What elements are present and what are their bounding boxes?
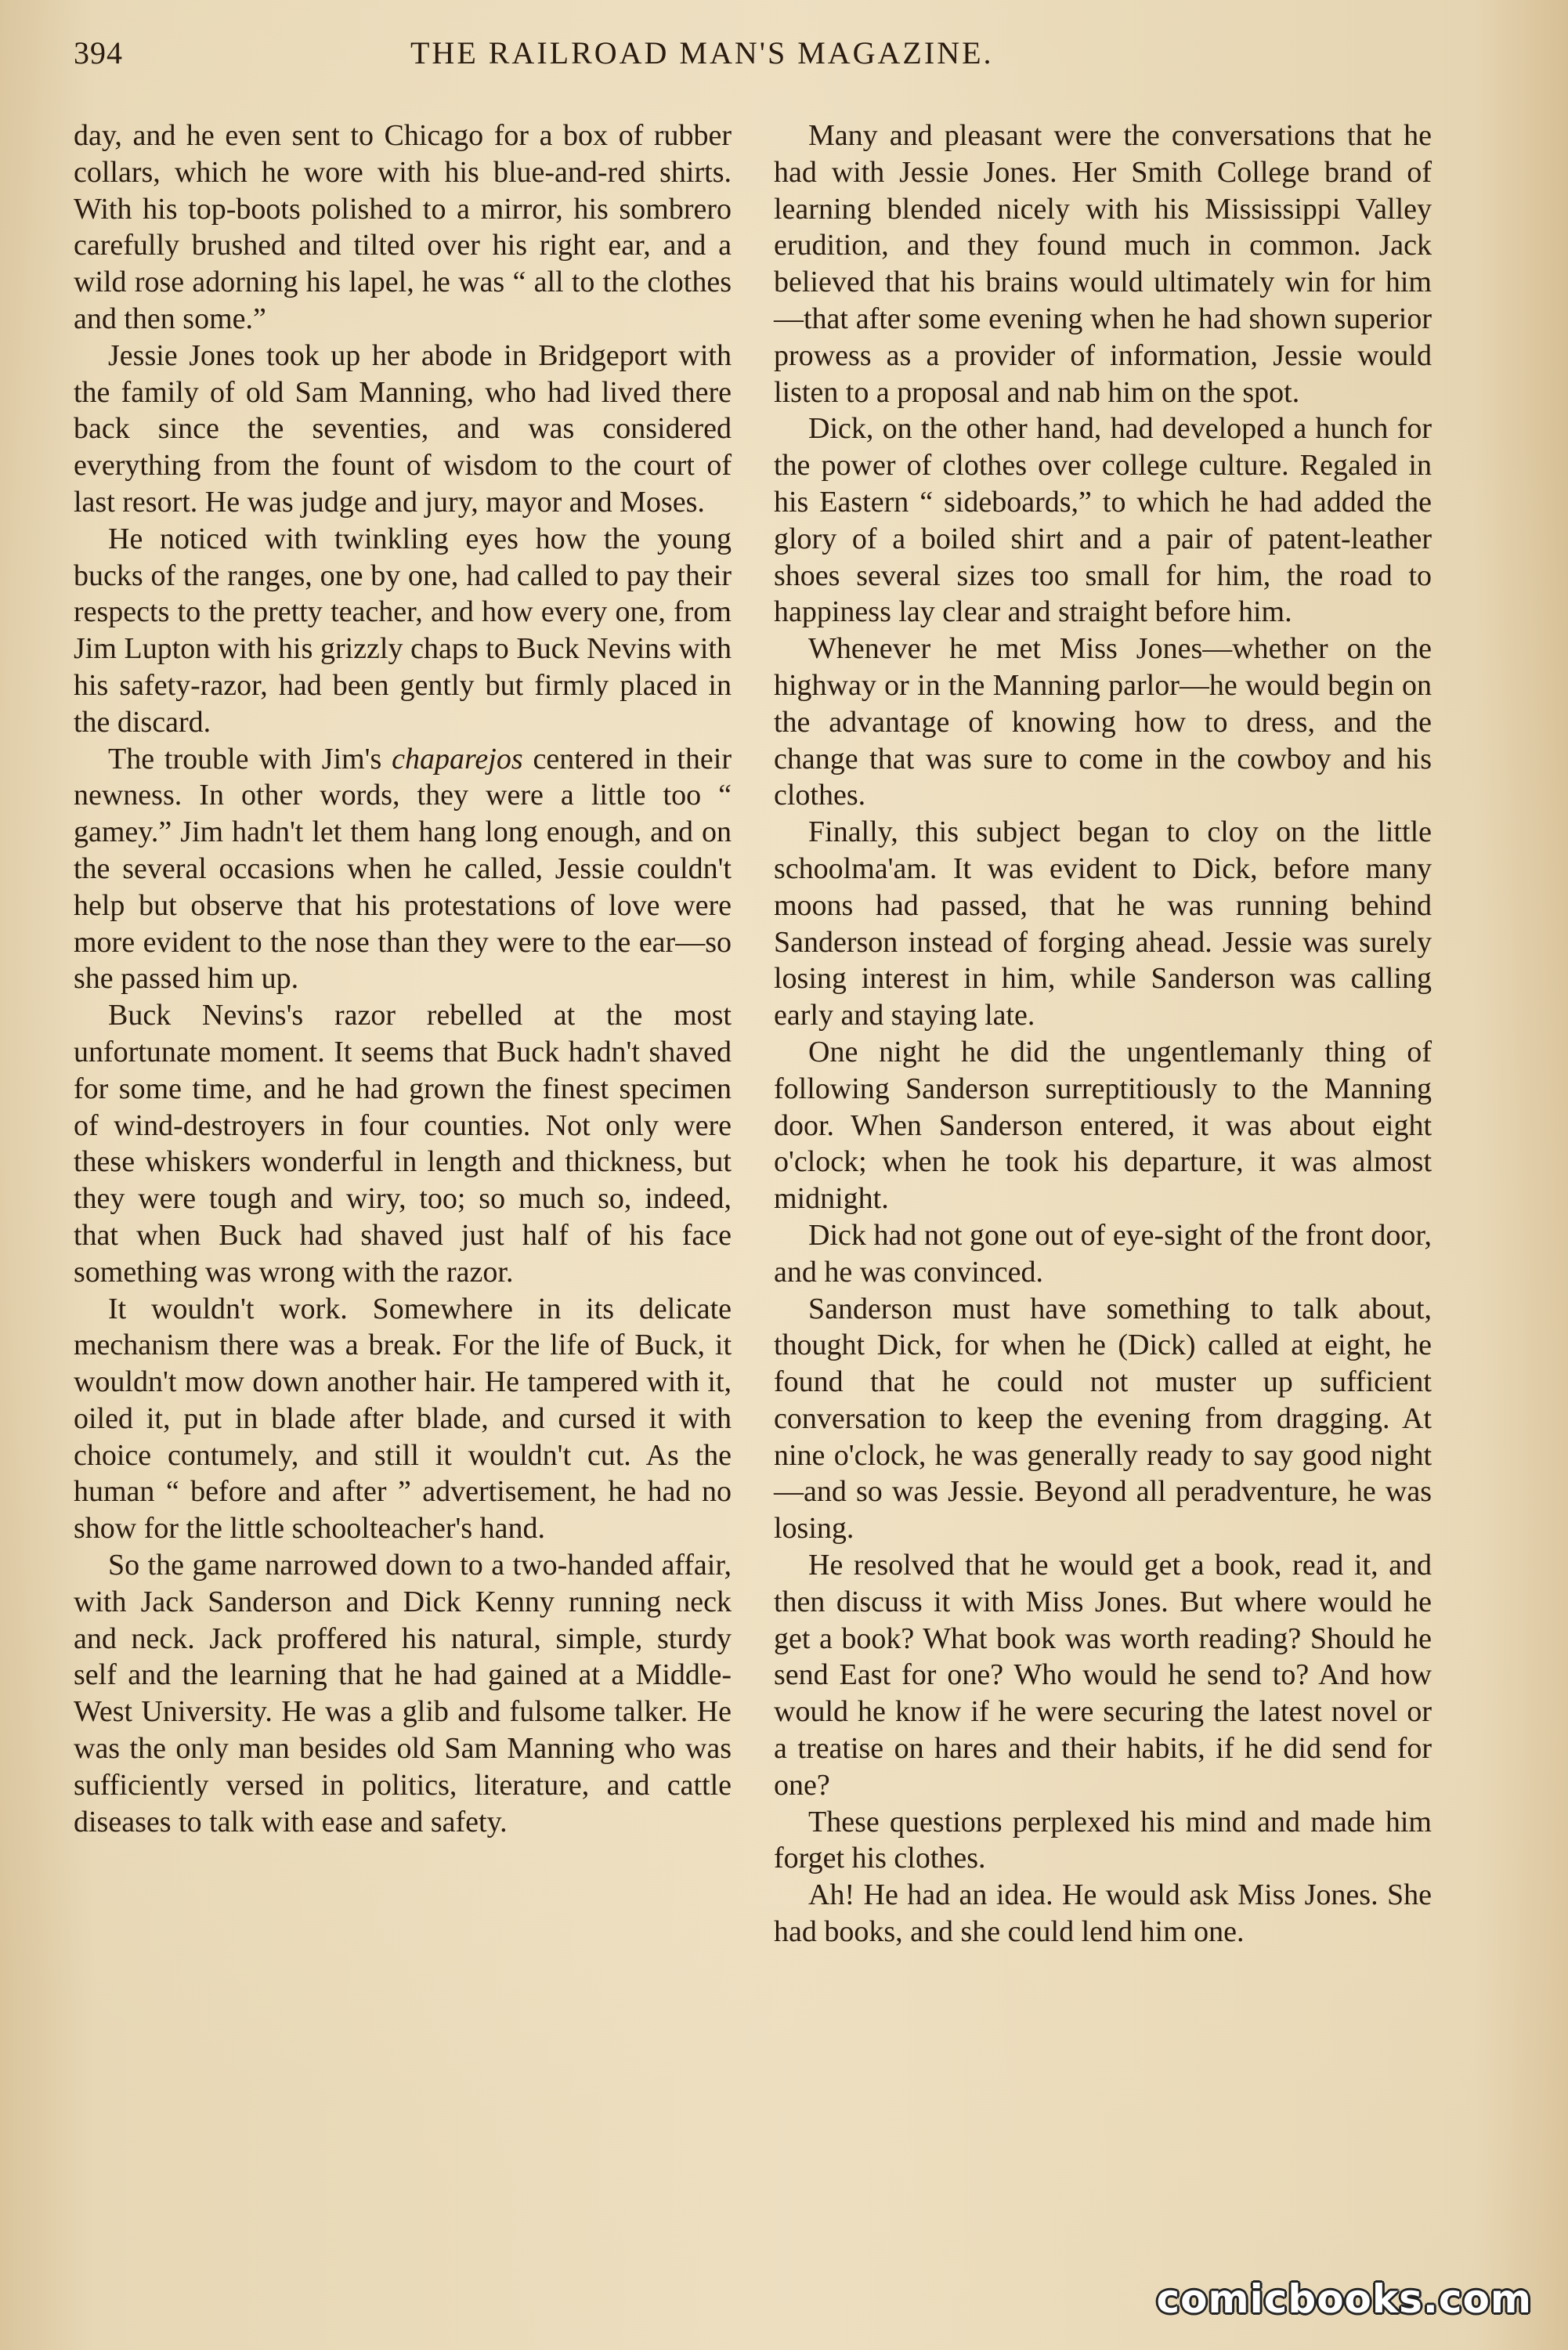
paragraph: So the game narrowed down to a two-handed affair, with Jack Sanderson and Dick Kenny running neck and neck. Jack proffered his natural, simple, sturdy self and the learning that he had gained at a Middle-West University. He was a glib and fulsome talker. He was the only man besides old Sam Manning who was sufficiently versed in politics, literature, and cattle diseases to talk with ease and safety. [74, 1549, 732, 1838]
right-column [774, 118, 1432, 1950]
paragraph: Whenever he met Miss Jones—whether on the highway or in the Manning parlor—he would begin on the advantage of knowing how to dress, and the change that was sure to come in the cowboy and his clothes. [774, 632, 1432, 812]
paragraph: Dick had not gone out of eye-sight of the front door, and he was convinced. [774, 1218, 1432, 1289]
paragraph: Ah! He had an idea. He would ask Miss Jones. She had books, and she could lend him one. [774, 1878, 1432, 1949]
paragraph: He noticed with twinkling eyes how the young bucks of the ranges, one by one, had called to pay their respects to the pretty teacher, and how every one, from Jim Lupton with his grizzly chaps to Buck Nevins with his safety-razor, had been gently but firmly placed in the discard. [74, 522, 732, 739]
paragraph: It wouldn't work. Somewhere in its delicate mechanism there was a break. For the life of Buck, it wouldn't mow down another hair. He tampered with it, oiled it, put in blade after blade, and cursed it with choice contumely, and still it wouldn't cut. As the human “ before and after ” advertisement, he had no show for the little schoolteacher's hand. [74, 1292, 732, 1546]
paragraph: These questions perplexed his mind and made him forget his clothes. [774, 1805, 1432, 1875]
paragraph: The trouble with Jim's chaparejos centered in their newness. In other words, they were a little too “ gamey.” Jim hadn't let them hang long enough, and on the several occasions when he called, Jessie couldn't help but observe that his protestations of love were more evident to the nose than they were to the ear—so she passed him up. [74, 742, 732, 996]
watermark-logo: comicbooks.com [1156, 2276, 1532, 2322]
paragraph: He resolved that he would get a book, read it, and then discuss it with Miss Jones. But where would he get a book? What book was worth reading? Should he send East for one? Who would he send to? And how would he know if he were securing the latest novel or a treatise on hares and their habits, if he did send for one? [774, 1549, 1432, 1802]
page-header [74, 34, 1429, 81]
paragraph: Buck Nevins's razor rebelled at the most unfortunate moment. It seems that Buck hadn't shaved for some time, and he had grown the finest specimen of wind-destroyers in four counties. Not only were these whiskers wonderful in length and thickness, but they were tough and wiry, too; so much so, indeed, that when Buck had shaved just half of his face something was wrong with the razor. [74, 999, 732, 1289]
paragraph: Jessie Jones took up her abode in Bridgeport with the family of old Sam Manning, who had lived there back since the seventies, and was considered everything from the fount of wisdom to the court of last resort. He was judge and jury, mayor and Moses. [74, 338, 732, 519]
paragraph: Many and pleasant were the conversations that he had with Jessie Jones. Her Smith College brand of learning blended nicely with his Mississippi Valley erudition, and they found much in common. Jack believed that his brains would ultimately win for him—that after some evening when he had shown superior prowess as a provider of information, Jessie would listen to a proposal and nab him on the spot. [774, 119, 1432, 409]
paragraph: Sanderson must have something to talk about, thought Dick, for when he (Dick) called at eight, he found that he could not muster up sufficient conversation to keep the evening from dragging. At nine o'clock, he was generally ready to say good night—and so was Jessie. Beyond all peradventure, he was losing. [774, 1292, 1432, 1546]
left-column [74, 118, 732, 1840]
running-head: THE RAILROAD MAN'S MAGAZINE. [410, 35, 994, 70]
italic-word: chaparejos [392, 742, 523, 776]
paragraph: One night he did the ungentlemanly thing of following Sanderson surreptitiously to the Manning door. When Sanderson entered, it was about eight o'clock; when he took his departure, it was almost midnight. [774, 1035, 1432, 1216]
paragraph: Finally, this subject began to cloy on the little schoolma'am. It was evident to Dick, before many moons had passed, that he was running behind Sanderson instead of forging ahead. Jessie was surely losing interest in him, while Sanderson was calling early and staying late. [774, 815, 1432, 1032]
page-number: 394 [74, 35, 123, 70]
paragraph: Dick, on the other hand, had developed a hunch for the power of clothes over college culture. Regaled in his Eastern “ sideboards,” to which he had added the glory of a boiled shirt and a pair of patent-leather shoes several sizes too small for him, the road to happiness lay clear and straight before him. [774, 412, 1432, 629]
paragraph: day, and he even sent to Chicago for a box of rubber collars, which he wore with his blue-and-red shirts. With his top-boots polished to a mirror, his sombrero carefully brushed and tilted over his right ear, and a wild rose adorning his lapel, he was “ all to the clothes and then some.” [74, 119, 732, 335]
